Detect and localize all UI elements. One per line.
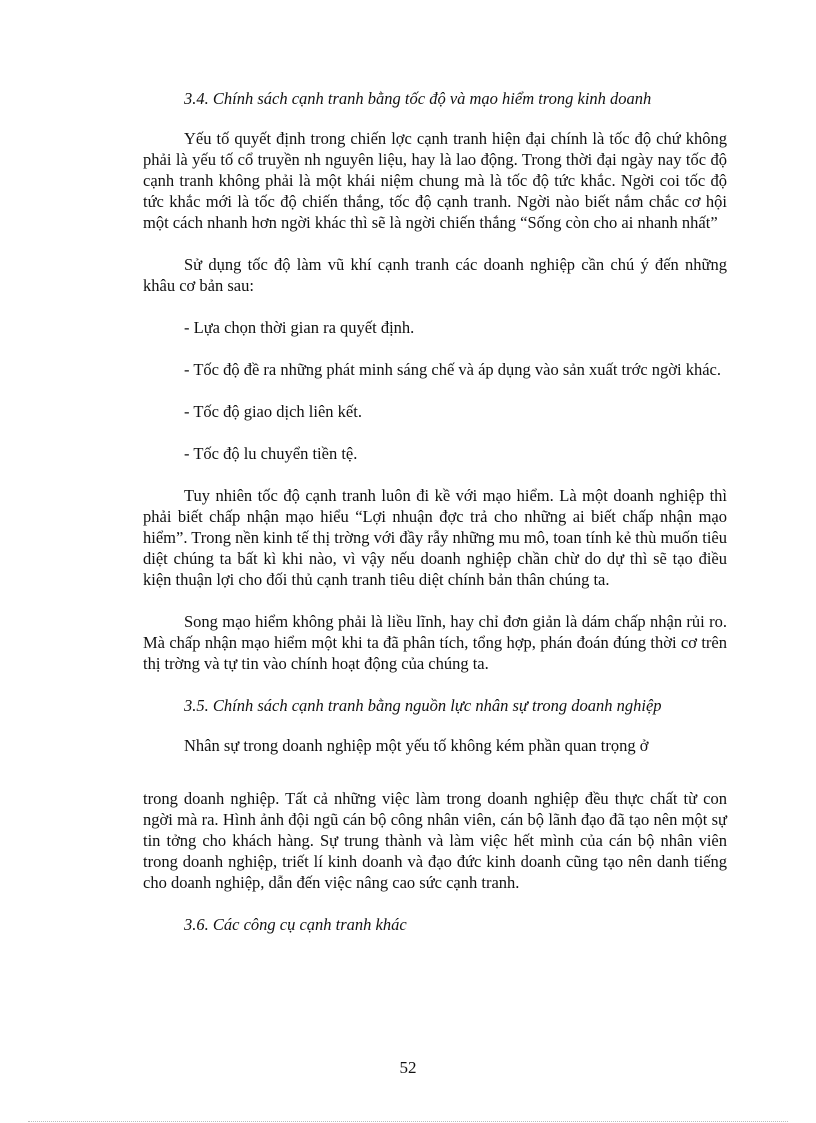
paragraph-speed-weapon: Sử dụng tốc độ làm vũ khí cạnh tranh các doanh nghiệp cần chú ý đến những khâu cơ bản sau: <box>143 255 727 295</box>
paragraph-speed-decisive: Yếu tố quyết định trong chiến lợc cạnh tranh hiện đại chính là tốc độ chứ không phải là yếu tố cổ truyền nh nguyên liệu, hay là lao động. Trong thời đại ngày nay tốc độ cạnh tranh không phải là một khái niệm chung mà là tốc độ tức khắc. Ngời coi tốc độ tức khắc mới là tốc độ chiến thắng, tốc độ cạnh tranh. Ngời nào biết nắm chắc cơ hội một cách nhanh hơn ngời khác thì sẽ là ngời chiến thắng “Sống còn cho ai nhanh nhất” <box>143 129 727 232</box>
section-heading-3-5: 3.5. Chính sách cạnh tranh bằng nguồn lực nhân sự trong doanh nghiệp <box>184 696 662 715</box>
list-item-decision-time: - Lựa chọn thời gian ra quyết định. <box>184 318 415 337</box>
paragraph-risk: Tuy nhiên tốc độ cạnh tranh luôn đi kề với mạo hiểm. Là một doanh nghiệp thì phải biết chấp nhận mạo hiểu “Lợi nhuận đợc trả cho những ai biết chấp nhận mạo hiểm”. Trong nền kinh tế thị trờng với đầy rẫy những mu mô, toan tính kẻ thù muốn tiêu diệt chúng ta bất kì khi nào, vì vậy nếu doanh nghiệp chần chừ do dự thì sẽ tạo điều kiện thuận lợi cho đối thủ cạnh tranh tiêu diệt chính bản thân chúng ta. <box>143 486 727 589</box>
section-heading-3-6: 3.6. Các công cụ cạnh tranh khác <box>184 915 407 934</box>
page-body <box>143 88 727 954</box>
paragraph-human-resources-intro: Nhân sự trong doanh nghiệp một yếu tố không kém phần quan trọng ở <box>184 736 649 755</box>
page-number: 52 <box>399 1058 417 1077</box>
paragraph-human-resources: trong doanh nghiệp. Tất cả những việc làm trong doanh nghiệp đều thực chất từ con ngời mà ra. Hình ảnh đội ngũ cán bộ công nhân viên, cán bộ lãnh đạo đã tạo nên một sự tin tởng cho khách hàng. Sự trung thành và làm việc hết mình của cán bộ nhân viên trong doanh nghiệp, triết lí kinh doanh và đạo đức kinh doanh cũng tạo nên danh tiếng cho doanh nghiệp, dẫn đến việc nâng cao sức cạnh tranh. <box>143 789 727 892</box>
list-item-money-circulation: - Tốc độ lu chuyển tiền tệ. <box>184 444 358 463</box>
list-item-transaction-speed: - Tốc độ giao dịch liên kết. <box>184 402 362 421</box>
section-heading-3-4: 3.4. Chính sách cạnh tranh bằng tốc độ và mạo hiểm trong kinh doanh <box>184 89 652 108</box>
list-item-invention-speed: - Tốc độ đề ra những phát minh sáng chế và áp dụng vào sản xuất trớc ngời khác. <box>184 360 721 379</box>
paragraph-risk-not-reckless: Song mạo hiểm không phải là liều lĩnh, hay chỉ đơn giản là dám chấp nhận rủi ro. Mà chấp nhận mạo hiểm một khi ta đã phân tích, tổng hợp, phán đoán đúng thời cơ trên thị trờng và tự tin vào chính hoạt động của chúng ta. <box>143 612 727 673</box>
page-bottom-divider <box>28 1121 788 1122</box>
